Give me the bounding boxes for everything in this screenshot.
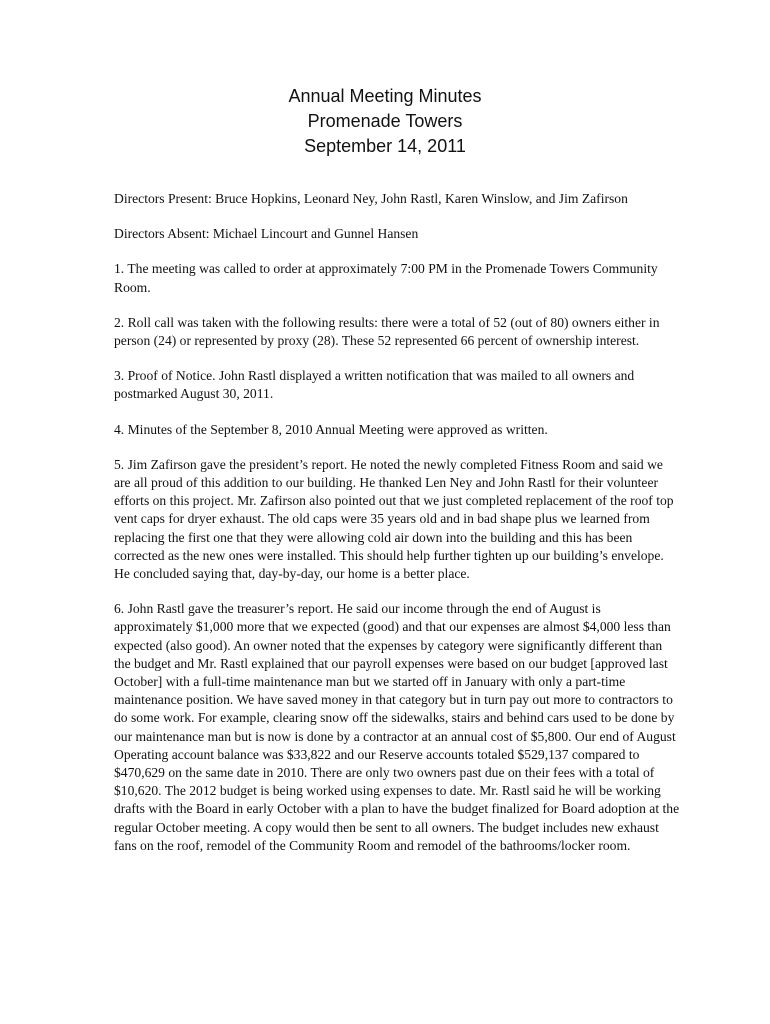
item-3-proof-of-notice: 3. Proof of Notice. John Rastl displayed a written notification that was mailed to all owners and postmarked August 30, 2011. bbox=[114, 368, 635, 402]
item-5-presidents-report: 5. Jim Zafirson gave the president’s report. He noted the newly completed Fitness Room and said we are all proud of this addition to our building. He thanked Len Ney and John Rastl for their volunteer efforts on this project. Mr. Zafirson also pointed out that we just completed replacement of the roof top vent caps for dryer exhaust. The old caps were 35 years old and in bad shape plus we learned from replacing the first one that they were allowing cold air down into the building and this has been corrected as the new ones were installed. This should help further tighten up our building’s envelope. He concluded saying that, day-by-day, our home is a better place. bbox=[114, 456, 674, 582]
directors-absent: Directors Absent: Michael Lincourt and Gunnel Hansen bbox=[114, 226, 419, 242]
item-1-call-to-order: 1. The meeting was called to order at approximately 7:00 PM in the Promenade Towers Community Room. bbox=[114, 261, 658, 295]
title-building-name: Promenade Towers bbox=[307, 111, 463, 131]
minutes-body bbox=[114, 190, 680, 872]
directors-present: Directors Present: Bruce Hopkins, Leonard Ney, John Rastl, Karen Winslow, and Jim Zafirson bbox=[114, 191, 628, 206]
item-6-treasurers-report: 6. John Rastl gave the treasurer’s report. He said our income through the end of August is approximately $1,000 more that we expected (good) and that our expenses are almost $4,000 less than expected (also good). An owner noted that the expenses by category were significantly different than the budget and Mr. Rastl explained that our payroll expenses were based on our budget [approved last October] with a full-time maintenance man but we started off in January with only a part-time maintenance position. We have saved money in that category but in turn pay out more to contractors to do some work. For example, clearing snow off the sidewalks, stairs and behind cars used to be done by our maintenance man but is now is done by a contractor at an annual cost of $5,800. Our end of August Operating account balance was $33,822 and our Reserve accounts totaled $529,137 compared to $470,629 on the same date in 2010. There are only two owners past due on their fees with a total of $10,620. The 2012 budget is being worked using expenses to date. Mr. Rastl said he will be working drafts with the Board in early October with a plan to have the budget finalized for Board adoption at the regular October meeting. A copy would then be sent to all owners. The budget includes new exhaust fans on the roof, remodel of the Community Room and remodel of the bathrooms/locker room. bbox=[114, 601, 680, 853]
item-2-roll-call: 2. Roll call was taken with the following results: there were a total of 52 (out of 80) owners either in person (24) or represented by proxy (28). These 52 represented 66 percent of ownership interest. bbox=[114, 314, 660, 349]
document-title bbox=[0, 84, 770, 159]
title-meeting-name: Annual Meeting Minutes bbox=[288, 86, 482, 106]
item-4-previous-minutes: 4. Minutes of the September 8, 2010 Annual Meeting were approved as written. bbox=[114, 421, 548, 437]
title-date: September 14, 2011 bbox=[304, 136, 466, 156]
